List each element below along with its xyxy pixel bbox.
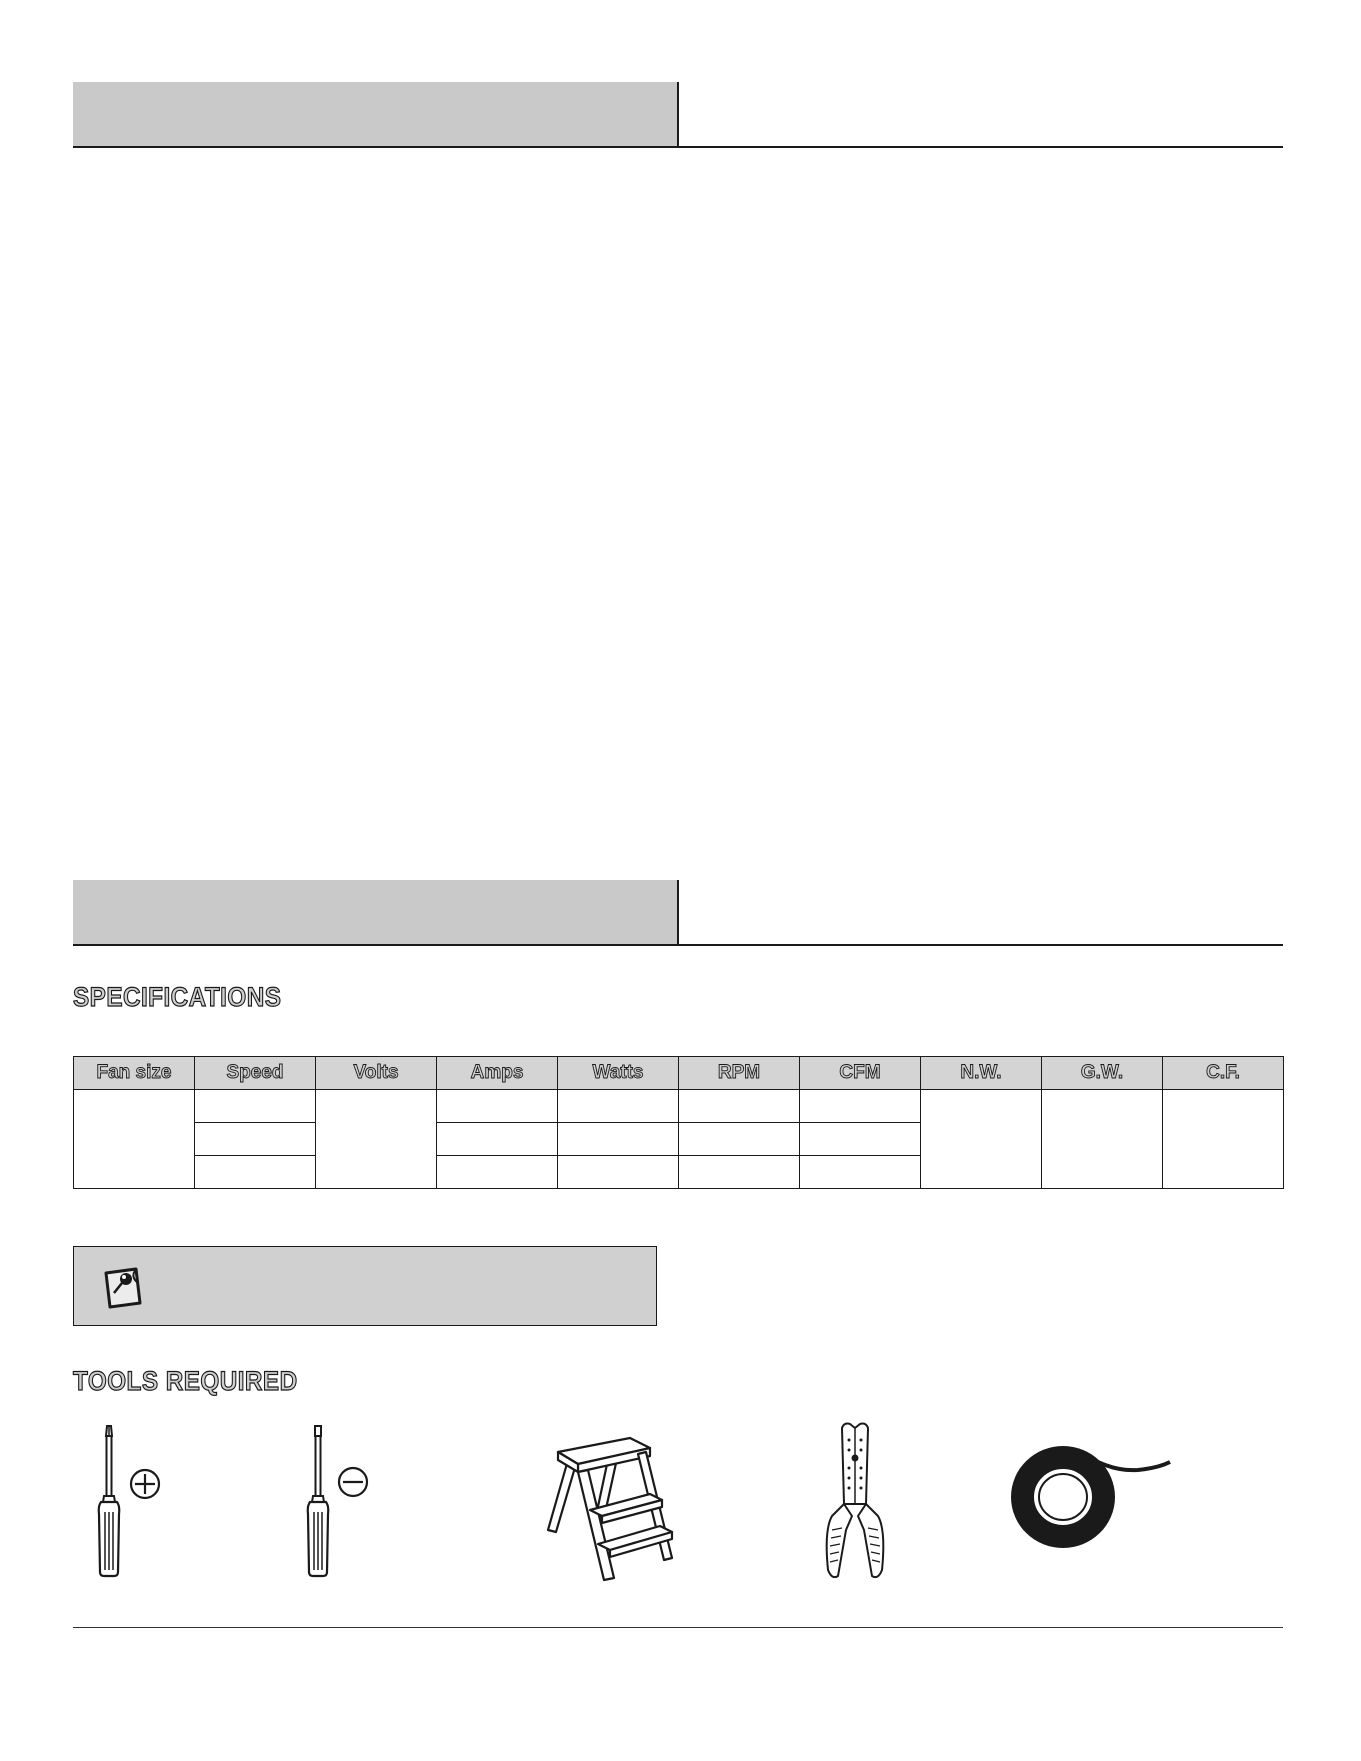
top-section-bar xyxy=(73,82,1283,148)
table-cell-cfm xyxy=(800,1123,921,1156)
table-cell-amps xyxy=(437,1156,558,1189)
table-row xyxy=(74,1090,1284,1123)
table-cell-rpm xyxy=(679,1156,800,1189)
section-bar-fill xyxy=(73,82,677,146)
section-bar-divider xyxy=(677,82,679,148)
table-cell-cfm xyxy=(800,1090,921,1123)
column-header-speed: Speed xyxy=(195,1057,316,1090)
tools-required-heading: TOOLS REQUIRED xyxy=(73,1366,298,1396)
footer-rule xyxy=(73,1627,1283,1628)
column-header-volts: Volts xyxy=(316,1057,437,1090)
column-header-cfm: CFM xyxy=(800,1057,921,1090)
table-cell-volts xyxy=(316,1090,437,1189)
column-header-amps: Amps xyxy=(437,1057,558,1090)
table-cell-watts xyxy=(558,1090,679,1123)
section-bar-rule xyxy=(73,146,1283,148)
phillips-screwdriver-icon xyxy=(88,1422,168,1582)
table-cell-cfm xyxy=(800,1156,921,1189)
table-cell-watts xyxy=(558,1156,679,1189)
pinned-note-icon xyxy=(100,1263,148,1311)
table-cell-cf xyxy=(1163,1090,1284,1189)
flathead-screwdriver-icon xyxy=(297,1422,377,1582)
table-cell-amps xyxy=(437,1090,558,1123)
table-cell-amps xyxy=(437,1123,558,1156)
section-bar-rule xyxy=(73,944,1283,946)
table-cell-rpm xyxy=(679,1123,800,1156)
column-header-fan-size: Fan size xyxy=(74,1057,195,1090)
table-cell-fan-size xyxy=(74,1090,195,1189)
step-ladder-icon xyxy=(538,1420,688,1582)
section-bar-fill xyxy=(73,880,677,944)
table-header-row xyxy=(74,1057,1284,1090)
specifications-heading: SPECIFICATIONS xyxy=(73,982,282,1012)
table-cell-rpm xyxy=(679,1090,800,1123)
table-cell-speed xyxy=(195,1090,316,1123)
table-cell-watts xyxy=(558,1123,679,1156)
section-bar-divider xyxy=(677,880,679,946)
column-header-watts: Watts xyxy=(558,1057,679,1090)
table-cell-nw xyxy=(921,1090,1042,1189)
electrical-tape-icon xyxy=(1008,1442,1178,1552)
specifications-section-bar xyxy=(73,880,1283,946)
table-cell-speed xyxy=(195,1123,316,1156)
column-header-rpm: RPM xyxy=(679,1057,800,1090)
column-header-nw: N.W. xyxy=(921,1057,1042,1090)
table-cell-speed xyxy=(195,1156,316,1189)
column-header-cf: C.F. xyxy=(1163,1057,1284,1090)
note-box xyxy=(73,1246,657,1326)
table-cell-gw xyxy=(1042,1090,1163,1189)
wire-stripper-icon xyxy=(820,1420,890,1582)
column-header-gw: G.W. xyxy=(1042,1057,1163,1090)
specifications-table xyxy=(73,1056,1284,1189)
